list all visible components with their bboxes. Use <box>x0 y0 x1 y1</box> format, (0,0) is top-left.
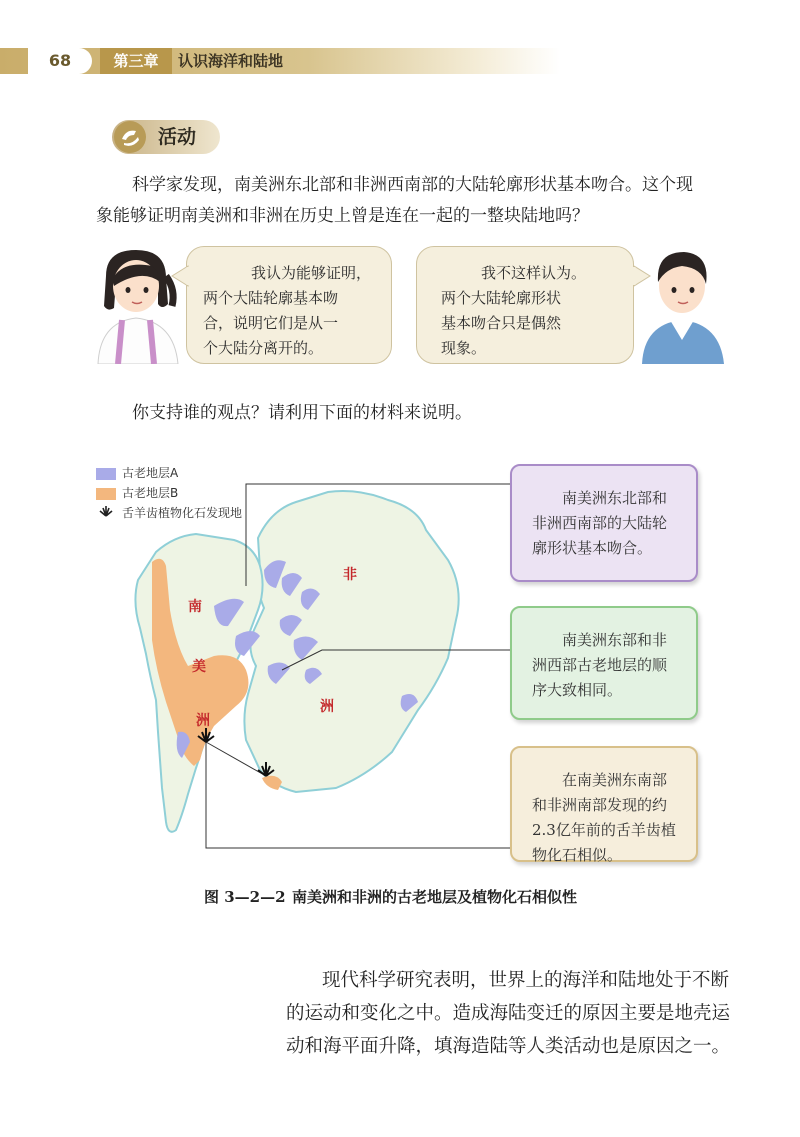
activity-intro-line2: 象能够证明南美洲和非洲在历史上曾是连在一起的一整块陆地吗？ <box>96 206 589 226</box>
map-label-africa: 非 <box>343 567 357 583</box>
map-label-south-america: 南 <box>188 599 202 615</box>
boy-bubble-line: 基本吻合只是偶然 <box>441 314 562 332</box>
figure-number: 图 3—2—2 <box>204 888 286 906</box>
girl-bubble-line: 我认为能够证明， <box>251 264 372 282</box>
boy-bubble-line: 我不这样认为。 <box>481 264 587 282</box>
activity-intro-line1: 科学家发现，南美洲东北部和非洲西南部的大陆轮廓形状基本吻合。这个现 <box>132 175 693 195</box>
info-box-strata: 南美洲东部和非洲西部古老地层的顺序大致相同。 <box>510 606 698 720</box>
section-title: 认识海洋和陆地 <box>178 52 284 70</box>
body-line-2: 的运动和变化之中。造成海陆变迁的原因主要是地壳运 <box>286 1003 731 1024</box>
boy-illustration <box>636 244 728 364</box>
question-text: 你支持谁的观点？请利用下面的材料来说明。 <box>132 403 472 423</box>
body-line-1: 现代科学研究表明，世界上的海洋和陆地处于不断 <box>322 970 730 991</box>
girl-speech-bubble <box>186 246 392 364</box>
boy-bubble-line: 现象。 <box>441 339 487 357</box>
page-number: 68 <box>28 48 92 74</box>
map-label-south-america: 洲 <box>196 713 210 729</box>
legend-item-fossil: 舌羊齿植物化石发现地 <box>96 504 296 522</box>
girl-bubble-line: 两个大陆轮廓基本吻 <box>203 289 339 307</box>
info-box-fossils: 在南美洲东南部和非洲南部发现的约2.3亿年前的舌羊齿植物化石相似。 <box>510 746 698 862</box>
chapter-label: 第三章 <box>100 48 172 74</box>
continent-map <box>96 470 516 860</box>
body-line-3: 动和海平面升降，填海造陆等人类活动也是原因之一。 <box>286 1036 731 1057</box>
girl-bubble-line: 个大陆分离开的。 <box>203 339 324 357</box>
activity-label: 活动 <box>158 126 197 148</box>
map-label-africa: 洲 <box>320 699 334 715</box>
girl-bubble-tail <box>170 264 190 292</box>
boy-speech-bubble <box>416 246 634 364</box>
legend-item-stratum-a: 古老地层A <box>96 464 296 482</box>
activity-icon <box>114 121 146 153</box>
map-label-south-america: 美 <box>192 659 206 675</box>
girl-bubble-line: 合，说明它们是从一 <box>203 314 339 332</box>
legend-item-stratum-b: 古老地层B <box>96 484 296 502</box>
figure-title: 南美洲和非洲的古老地层及植物化石相似性 <box>292 888 578 906</box>
info-box-coastline: 南美洲东北部和非洲西南部的大陆轮廓形状基本吻合。 <box>510 464 698 582</box>
africa-landmass <box>244 491 458 792</box>
boy-bubble-line: 两个大陆轮廓形状 <box>441 289 562 307</box>
